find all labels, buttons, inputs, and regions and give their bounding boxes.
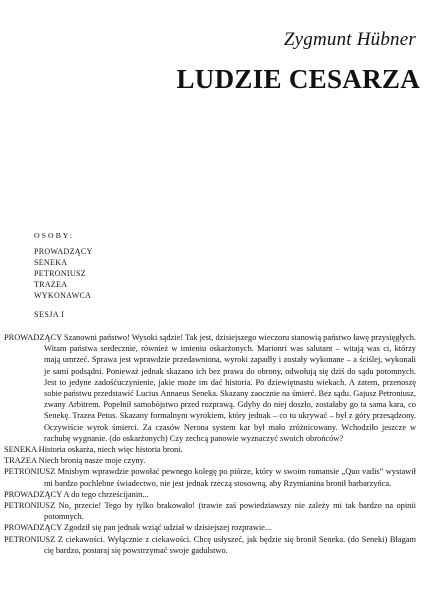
author-name: Zygmunt Hübner: [283, 29, 416, 50]
cast-member: SENEKA: [34, 258, 68, 267]
dialogue-line: [4, 534, 416, 556]
dialogue-line: [4, 522, 416, 533]
speaker-name: PETRONIUSZ: [4, 467, 56, 477]
dialogue-text: Z ciekawości. Wyłącznie z ciekawości. Chcę usłyszeć, jak będzie się bronił Seneka. (do Seneki) Błagam cię bardzo, postaraj się powstrzymać swoje gadulstwo.: [44, 534, 416, 555]
dialogue-text: Szanowni państwo! Wysoki sądzie! Tak jest, dzisiejszego wieczoru stanowią państwo ławę przysięgłych. Witam państwa serdecznie, również w imieniu oskarżonych. Marionri was salutant – witają was ci, którzy mają umrzeć. Sprawa jest wprawdzie przedawniona, wyroki zapadły i zostały wykonane – a ściślej, wykonali je sami podsądni. Ponieważ jednak skazano ich bez prawa do obrony, odwołują się dziś do sądu potomnych. Jest to jedyne zadośćuczynienie, jakie może im dać historia. Po dziewiętnastu wiekach. A zatem, przenoszę sobie państwu przedstawić Lucius Annaeus Seneka. Skazany zaocznie na śmierć. Bez sądu. Gajusz Petroniusz, zwany Arbitrem. Popełnił samobójstwo przed rozprawą. Gdyby do niej doszło, zostałaby go ta sama kara, co Senekę. Trazea Petus. Skazany formalnym wyrokiem, który jednak – co tu ukrywać – był z góry przesądzony. Oczywiście wyrok śmierci. Za czasów Nerona system kar był mało zróżnicowany. Wchodziło jeszcze w rachubę wygnanie. (do oskarżonych) Czy zechcą panowie wyznaczyć swoich obrońców?: [44, 333, 416, 443]
dialogue-text: Historia oskarża, niech więc historia broni.: [38, 445, 183, 455]
cast-member: WYKONAWCA: [34, 291, 92, 300]
dialogue-text: Mnisbym wprawdzie powołać pewnego kolegę po piórze, który w swoim romansie „Quo vadis” wystawił mi bardzo pochlebne świadectwo, nie jest jednak rzeczą stosowną, aby Rzymianina bronił barbarzyńca.: [44, 467, 417, 488]
dialogue-line: [4, 489, 416, 500]
dialogue-line: [4, 500, 416, 522]
speaker-name: SENEKA: [4, 445, 37, 455]
dialogue-line: [4, 455, 416, 466]
cast-list: [34, 246, 93, 301]
dialogue-line: [4, 466, 416, 488]
dialogue-line: [4, 332, 416, 444]
dialogue-text: A do tego chrześcijanin...: [63, 489, 149, 499]
cast-member: TRAZEA: [34, 280, 68, 289]
speaker-name: TRAZEA: [4, 456, 37, 466]
cast-member: PROWADZĄCY: [34, 247, 93, 256]
dialogue-text: No, przecie! Tego by tylko brakowało! (trawie zaś powiedziawszy nie zależy mi tak bardzo na opinii potomnych.: [44, 501, 417, 522]
play-title: LUDZIE CESARZA: [176, 64, 420, 94]
speaker-name: PROWADZĄCY: [4, 333, 62, 342]
speaker-name: PROWADZĄCY: [4, 523, 62, 533]
speaker-name: PROWADZĄCY: [4, 489, 62, 499]
dialogue-text: Niech bronią nasze moje czyny.: [38, 456, 146, 466]
speaker-name: PETRONIUSZ: [4, 534, 56, 544]
cast-member: PETRONIUSZ: [34, 269, 86, 278]
dialogue-line: [4, 444, 416, 455]
cast-heading: OSOBY:: [34, 231, 74, 240]
act-heading: SESJA I: [34, 310, 65, 319]
dialogue-text: Zgodził się pan jednak wziąć udział w dzisiejszej rozprawie...: [63, 523, 272, 533]
speaker-name: PETRONIUSZ: [4, 501, 56, 511]
dialogue-block: [4, 332, 416, 556]
